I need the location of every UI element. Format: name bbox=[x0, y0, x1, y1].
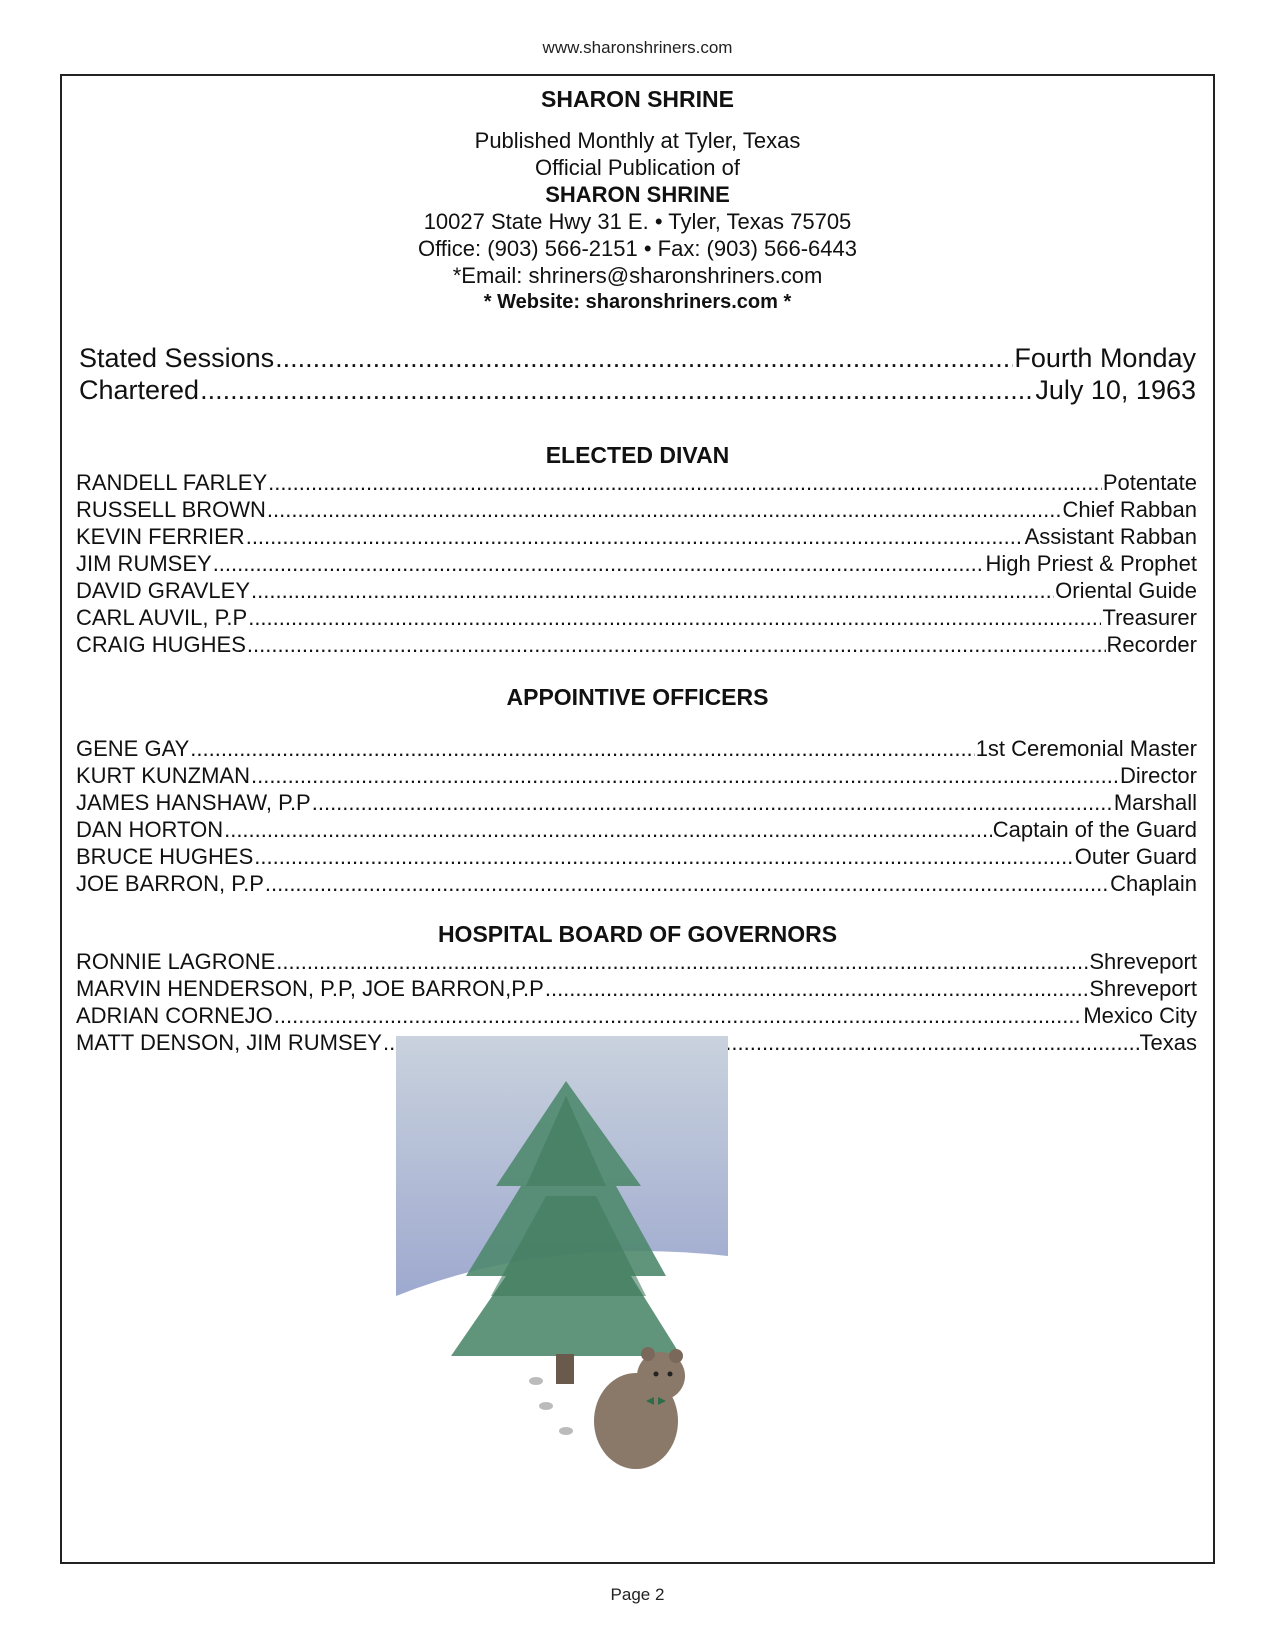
officer-row bbox=[76, 631, 1197, 658]
website: * Website: sharonshriners.com * bbox=[483, 291, 792, 313]
dot-leader bbox=[312, 789, 1113, 816]
dot-leader bbox=[268, 469, 1102, 496]
officer-name: CARL AUVIL, P.P bbox=[76, 605, 248, 630]
dot-leader bbox=[190, 735, 974, 762]
officer-role: Director bbox=[1119, 763, 1197, 788]
officer-role: Treasurer bbox=[1102, 605, 1197, 630]
officer-role: Marshall bbox=[1113, 790, 1197, 815]
officer-name: DAN HORTON bbox=[76, 817, 224, 842]
officer-row bbox=[76, 496, 1197, 523]
info-value: Fourth Monday bbox=[1014, 343, 1196, 373]
officer-role: Shreveport bbox=[1089, 949, 1197, 974]
officer-name: BRUCE HUGHES bbox=[76, 844, 254, 869]
officer-name: GENE GAY bbox=[76, 736, 190, 761]
officer-row bbox=[76, 550, 1197, 577]
dot-leader bbox=[246, 523, 1024, 550]
officer-name: RUSSELL BROWN bbox=[76, 497, 266, 522]
officer-row bbox=[76, 523, 1197, 550]
officer-role: 1st Ceremonial Master bbox=[975, 736, 1197, 761]
info-row bbox=[79, 342, 1196, 374]
officer-role: Recorder bbox=[1106, 632, 1197, 657]
officer-row bbox=[76, 816, 1197, 843]
officer-name: MARVIN HENDERSON, P.P, JOE BARRON,P.P bbox=[76, 976, 544, 1001]
dot-leader bbox=[248, 604, 1101, 631]
address: 10027 State Hwy 31 E. • Tyler, Texas 75705 bbox=[423, 209, 852, 234]
officer-role: Shreveport bbox=[1089, 976, 1197, 1001]
officer-list bbox=[76, 735, 1197, 897]
dot-leader bbox=[254, 843, 1073, 870]
officer-name: RONNIE LAGRONE bbox=[76, 949, 276, 974]
dot-leader bbox=[545, 975, 1089, 1002]
dot-leader bbox=[267, 496, 1062, 523]
officer-role: Oriental Guide bbox=[1055, 578, 1197, 603]
dot-leader bbox=[200, 374, 1034, 406]
page-number: Page 2 bbox=[610, 1585, 665, 1604]
officer-role: Chaplain bbox=[1110, 871, 1197, 896]
dot-leader bbox=[265, 870, 1109, 897]
officer-name: DAVID GRAVLEY bbox=[76, 578, 251, 603]
officer-row bbox=[76, 975, 1197, 1002]
officer-role: Chief Rabban bbox=[1062, 497, 1197, 522]
officer-row bbox=[76, 870, 1197, 897]
email: *Email: shriners@sharonshriners.com bbox=[452, 263, 823, 288]
officer-name: JAMES HANSHAW, P.P bbox=[76, 790, 311, 815]
dot-leader bbox=[275, 342, 1013, 374]
section-heading: HOSPITAL BOARD OF GOVERNORS bbox=[437, 921, 838, 947]
officer-role: Texas bbox=[1139, 1030, 1197, 1055]
officer-row bbox=[76, 843, 1197, 870]
officer-name: JIM RUMSEY bbox=[76, 551, 212, 576]
dot-leader bbox=[276, 948, 1088, 975]
info-label: Stated Sessions bbox=[79, 343, 275, 373]
officer-role: High Priest & Prophet bbox=[985, 551, 1197, 576]
officer-name: CRAIG HUGHES bbox=[76, 632, 246, 657]
officer-row bbox=[76, 789, 1197, 816]
officer-row bbox=[76, 469, 1197, 496]
section-heading: APPOINTIVE OFFICERS bbox=[506, 684, 769, 710]
info-value: July 10, 1963 bbox=[1035, 375, 1196, 405]
officer-role: Captain of the Guard bbox=[992, 817, 1197, 842]
dot-leader bbox=[274, 1002, 1083, 1029]
dot-leader bbox=[247, 631, 1106, 658]
dot-leader bbox=[251, 762, 1119, 789]
officer-row bbox=[76, 735, 1197, 762]
header-url: www.sharonshriners.com bbox=[542, 38, 733, 57]
officer-row bbox=[76, 577, 1197, 604]
christmas-tree-bear-illustration bbox=[396, 1036, 736, 1486]
pub-line: SHARON SHRINE bbox=[545, 182, 730, 207]
pub-line: Published Monthly at Tyler, Texas bbox=[474, 128, 801, 153]
dot-leader bbox=[251, 577, 1054, 604]
officer-name: RANDELL FARLEY bbox=[76, 470, 268, 495]
officer-role: Outer Guard bbox=[1074, 844, 1197, 869]
officer-row bbox=[76, 1002, 1197, 1029]
officer-row bbox=[76, 762, 1197, 789]
officer-row bbox=[76, 604, 1197, 631]
officer-role: Mexico City bbox=[1083, 1003, 1197, 1028]
officer-name: KURT KUNZMAN bbox=[76, 763, 250, 788]
officer-name: KEVIN FERRIER bbox=[76, 524, 245, 549]
officer-role: Potentate bbox=[1102, 470, 1197, 495]
info-label: Chartered bbox=[79, 375, 200, 405]
info-row bbox=[79, 374, 1196, 406]
officer-list bbox=[76, 469, 1197, 658]
publication-info bbox=[62, 127, 1213, 316]
officer-name: JOE BARRON, P.P bbox=[76, 871, 264, 896]
pub-line: Official Publication of bbox=[534, 155, 741, 180]
officer-name: MATT DENSON, JIM RUMSEY bbox=[76, 1030, 382, 1055]
section-heading: ELECTED DIVAN bbox=[545, 442, 730, 468]
phone: Office: (903) 566-2151 • Fax: (903) 566-6443 bbox=[417, 236, 857, 261]
officer-role: Assistant Rabban bbox=[1024, 524, 1197, 549]
officer-row bbox=[76, 948, 1197, 975]
dot-leader bbox=[224, 816, 992, 843]
dot-leader bbox=[213, 550, 985, 577]
title: SHARON SHRINE bbox=[541, 86, 734, 112]
officer-name: ADRIAN CORNEJO bbox=[76, 1003, 273, 1028]
